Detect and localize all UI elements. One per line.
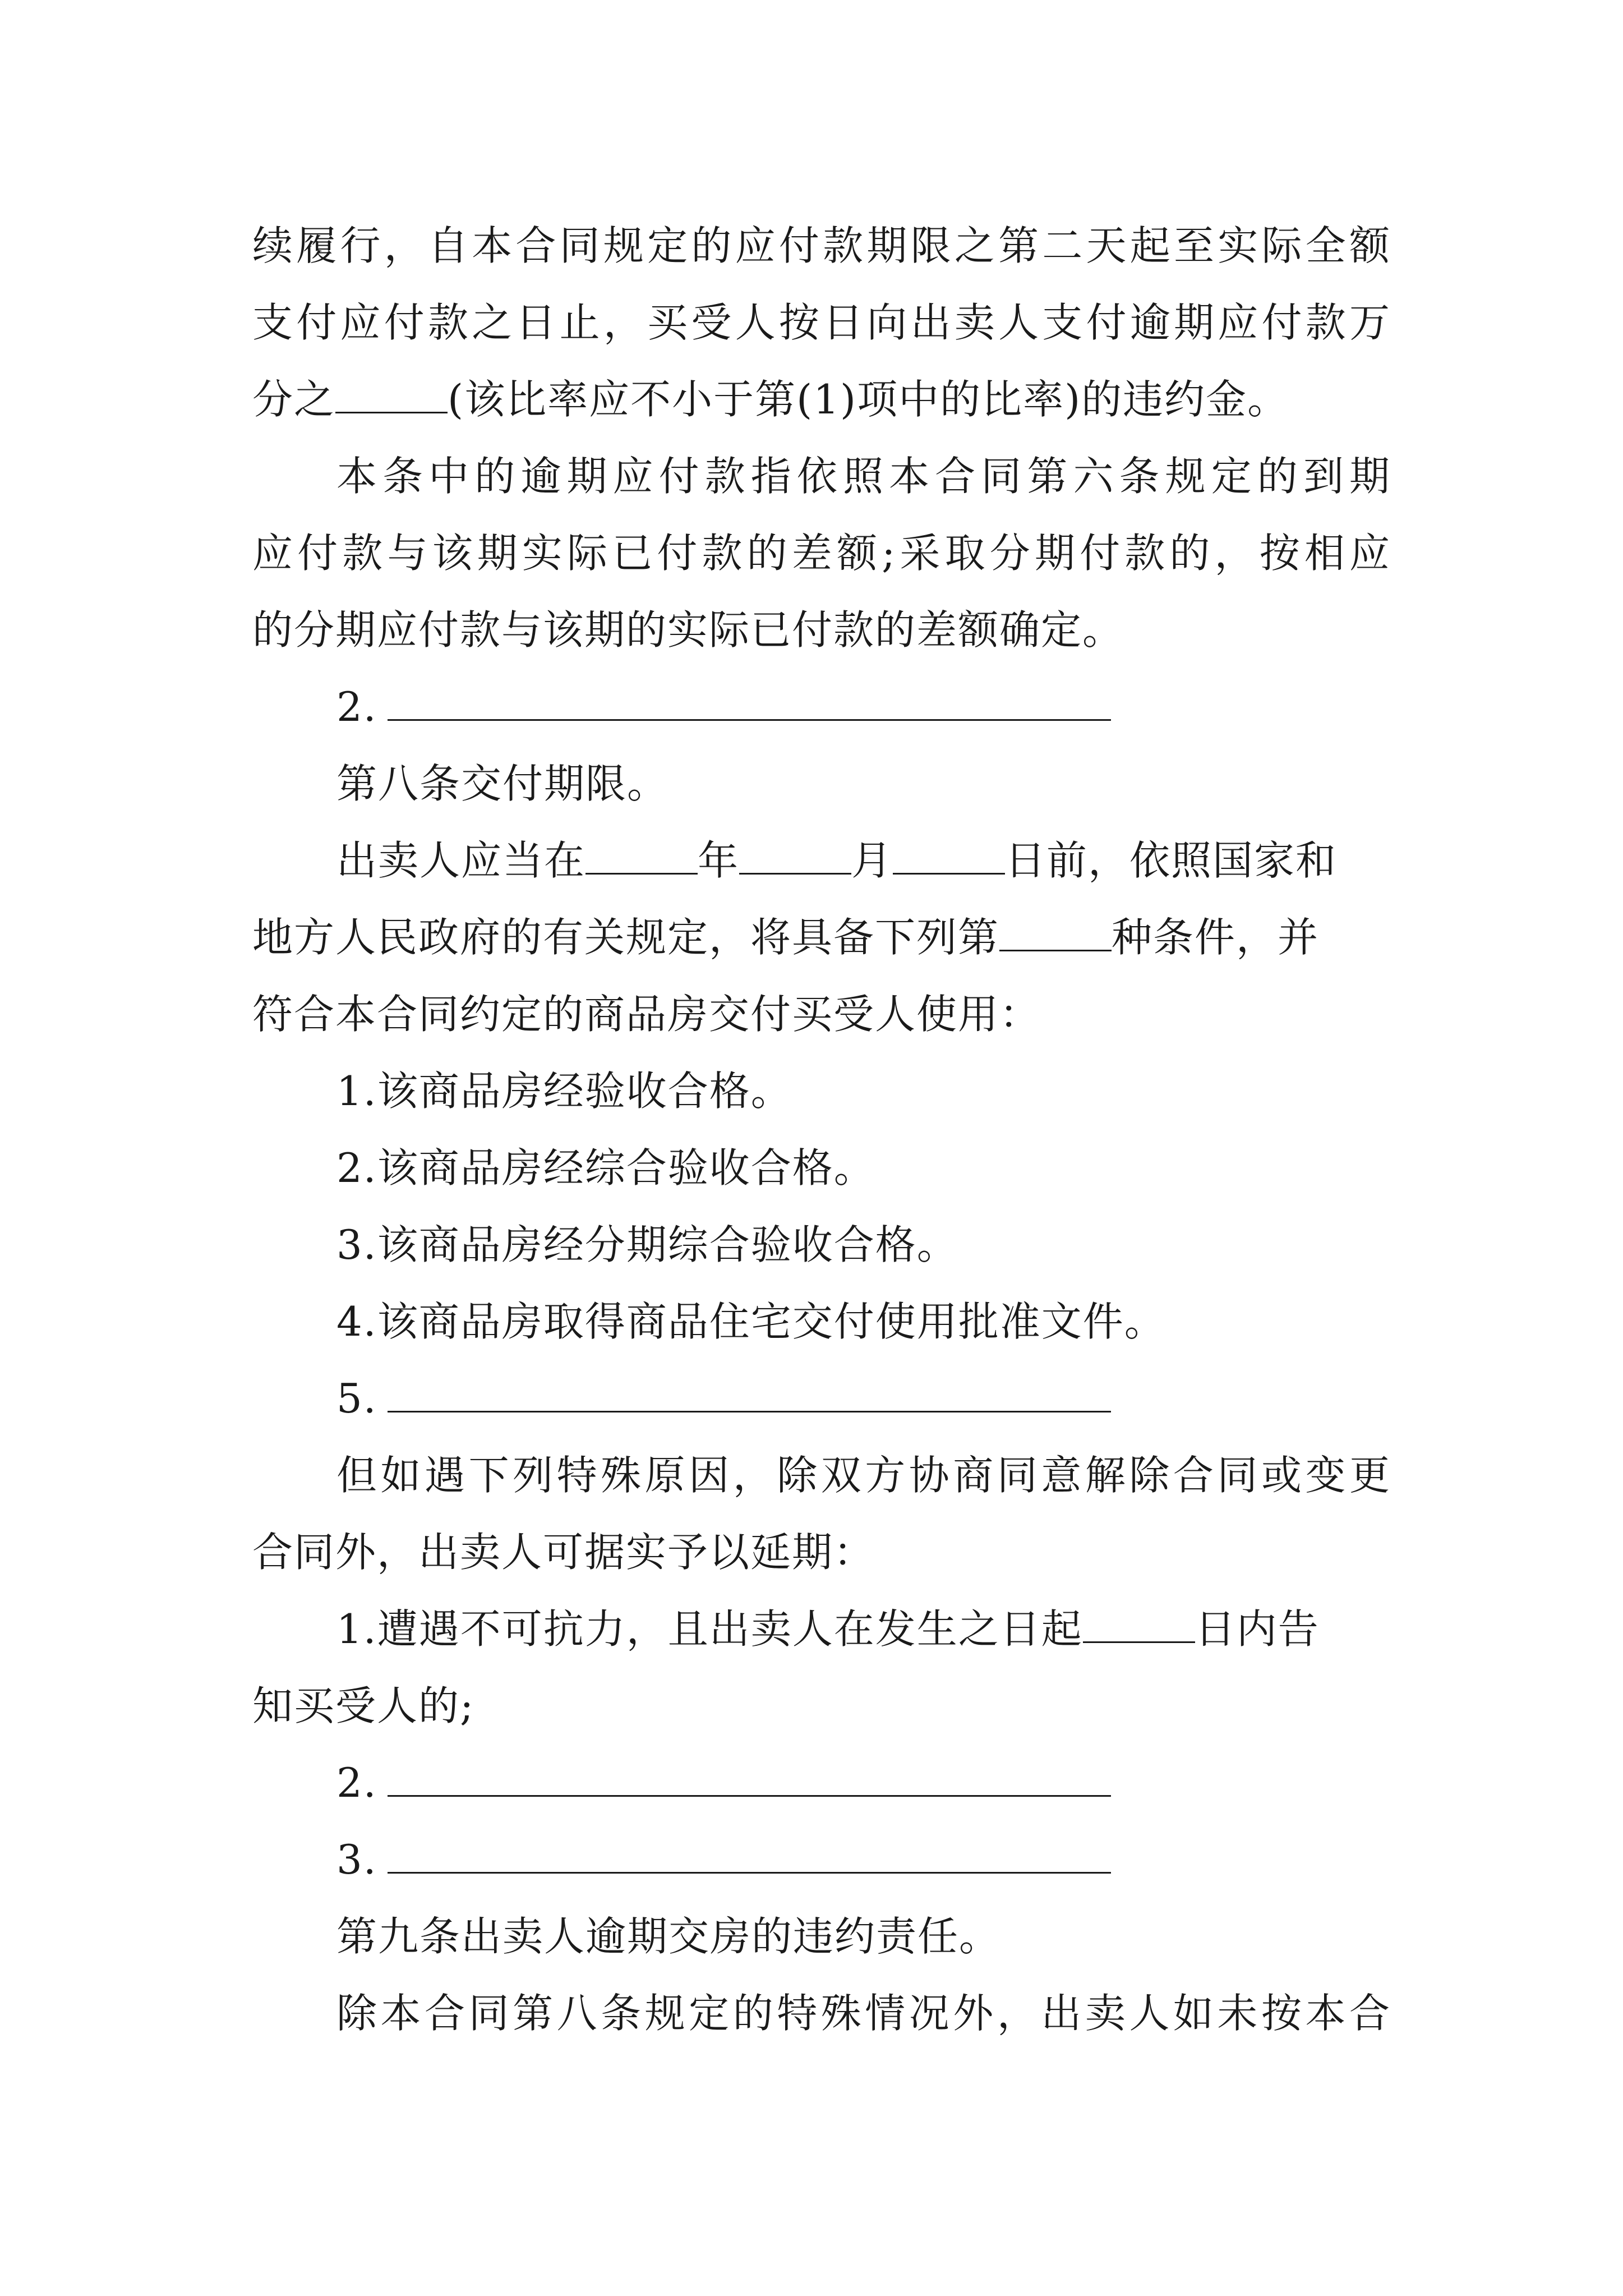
section-heading: 第九条出卖人逾期交房的违约责任。 bbox=[336, 1913, 1001, 1960]
fill-in-line bbox=[388, 685, 1111, 721]
list-number: 5. bbox=[336, 1375, 377, 1422]
text-fragment: 年 bbox=[698, 837, 740, 884]
text-line: 应付款与该期实际已付款的差额;采取分期付款的，按相应 bbox=[252, 530, 1391, 577]
fill-in-blank bbox=[335, 378, 448, 413]
fill-in-blank bbox=[1083, 1608, 1195, 1643]
list-item bbox=[252, 1591, 1391, 1668]
text-fragment: 月 bbox=[851, 837, 893, 884]
fill-in-blank bbox=[585, 839, 698, 875]
list-item-blank bbox=[252, 1745, 1391, 1821]
text-line: 本条中的逾期应付款指依照本合同第六条规定的到期 bbox=[336, 453, 1391, 500]
text-fragment: 日内告 bbox=[1195, 1605, 1320, 1653]
text-line: 的分期应付款与该期的实际已付款的差额确定。 bbox=[252, 606, 1124, 654]
list-number: 2. bbox=[336, 1759, 377, 1806]
list-item: 1.该商品房经验收合格。 bbox=[336, 1068, 792, 1115]
list-item: 2.该商品房经综合验收合格。 bbox=[336, 1144, 875, 1191]
text-fragment: (该比率应不小于第(1)项中的比率)的违约金。 bbox=[448, 376, 1289, 423]
text-line: 支付应付款之日止，买受人按日向出卖人支付逾期应付款万 bbox=[252, 299, 1391, 346]
text-line: 但如遇下列特殊原因，除双方协商同意解除合同或变更 bbox=[336, 1452, 1391, 1499]
text-fragment: 日前，依照国家和 bbox=[1005, 837, 1338, 884]
list-item: 4.该商品房取得商品住宅交付使用批准文件。 bbox=[336, 1298, 1166, 1345]
fill-in-line bbox=[388, 1377, 1111, 1412]
list-number: 3. bbox=[336, 1836, 377, 1883]
fill-in-blank bbox=[999, 916, 1112, 951]
fill-in-blank bbox=[893, 839, 1005, 875]
text-line: 知买受人的; bbox=[252, 1682, 475, 1729]
list-number: 2. bbox=[336, 683, 377, 730]
text-line bbox=[252, 822, 1391, 899]
text-fragment: 出卖人应当在 bbox=[336, 837, 586, 884]
list-item: 3.该商品房经分期综合验收合格。 bbox=[336, 1221, 958, 1268]
document-page bbox=[252, 208, 1391, 2052]
text-line bbox=[252, 361, 1391, 438]
list-item-blank bbox=[252, 669, 1391, 746]
fill-in-line bbox=[388, 1838, 1111, 1874]
list-item-blank bbox=[252, 1360, 1391, 1437]
text-line bbox=[252, 899, 1391, 976]
text-line: 续履行，自本合同规定的应付款期限之第二天起至实际全额 bbox=[252, 222, 1391, 269]
list-item-blank bbox=[252, 1821, 1391, 1898]
fill-in-line bbox=[388, 1761, 1111, 1797]
text-line: 除本合同第八条规定的特殊情况外，出卖人如未按本合 bbox=[336, 1990, 1391, 2037]
text-line: 合同外，出卖人可据实予以延期： bbox=[252, 1529, 875, 1576]
section-heading: 第八条交付期限。 bbox=[336, 760, 669, 807]
text-line: 符合本合同约定的商品房交付买受人使用： bbox=[252, 991, 1041, 1038]
text-fragment: 地方人民政府的有关规定，将具备下列第 bbox=[252, 914, 1000, 961]
text-fragment: 1.遭遇不可抗力，且出卖人在发生之日起 bbox=[336, 1605, 1083, 1653]
fill-in-blank bbox=[739, 839, 851, 875]
text-fragment: 种条件，并 bbox=[1112, 914, 1320, 961]
text-fragment: 分之 bbox=[252, 376, 336, 423]
